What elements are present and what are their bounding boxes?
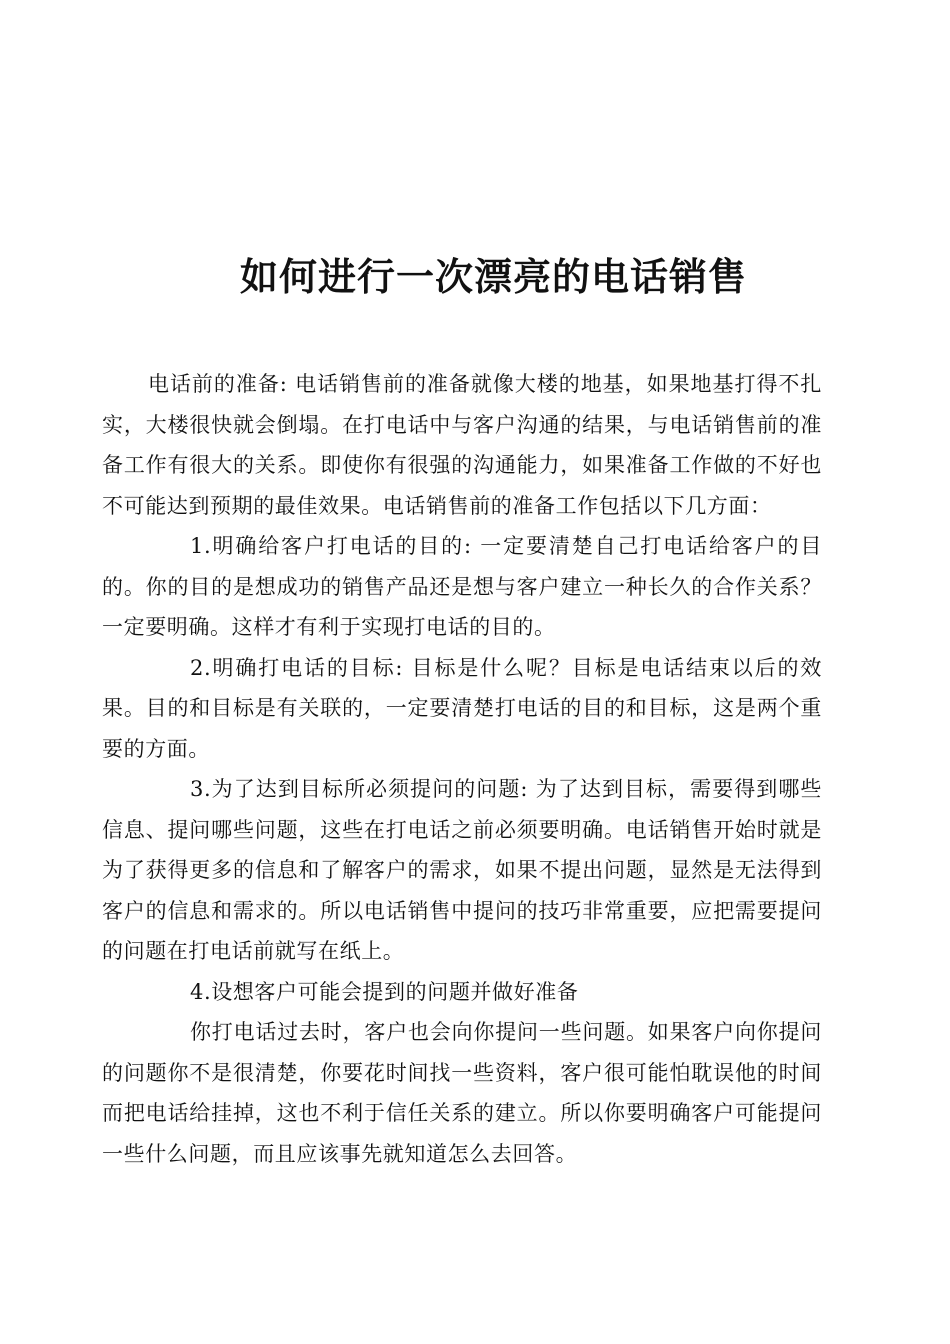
paragraph-item-3: 3.为了达到目标所必须提问的问题: 为了达到目标，需要得到哪些信息、提问哪些问题，这些在打电话之前必须要明确。电话销售开始时就是为了获得更多的信息和了解客户的需求，如果不提出问题，显然是无法得到客户的信息和需求的。所以电话销售中提问的技巧非常重要，应把需要提问的问题在打电话前就写在纸上。 [102, 777, 822, 963]
paragraph-item-1: 1.明确给客户打电话的目的: 一定要清楚自己打电话给客户的目的。你的目的是想成功的销售产品还是想与客户建立一种长久的合作关系？一定要明确。这样才有利于实现打电话的目的。 [102, 534, 822, 639]
paragraph-item-4: 4.设想客户可能会提到的问题并做好准备 [190, 979, 579, 1004]
document-title: 如何进行一次漂亮的电话销售 [240, 255, 748, 300]
paragraph-item-2: 2.明确打电话的目标: 目标是什么呢？目标是电话结束以后的效果。目的和目标是有关联的，一定要清楚打电话的目的和目标，这是两个重要的方面。 [102, 655, 822, 761]
paragraph-item-4-detail: 你打电话过去时，客户也会向你提问一些问题。如果客户向你提问的问题你不是很清楚，你要花时间找一些资料，客户很可能怕耽误他的时间而把电话给挂掉，这也不利于信任关系的建立。所以你要明确客户可能提问一些什么问题，而且应该事先就知道怎么去回答。 [102, 1020, 822, 1166]
paragraph-preparation: 电话前的准备: 电话销售前的准备就像大楼的地基，如果地基打得不扎实，大楼很快就会倒塌。在打电话中与客户沟通的结果，与电话销售前的准备工作有很大的关系。即使你有很强的沟通能力，如果准备工作做的不好也不可能达到预期的最佳效果。电话销售前的准备工作包括以下几方面： [102, 372, 822, 518]
document-body [102, 364, 822, 1174]
